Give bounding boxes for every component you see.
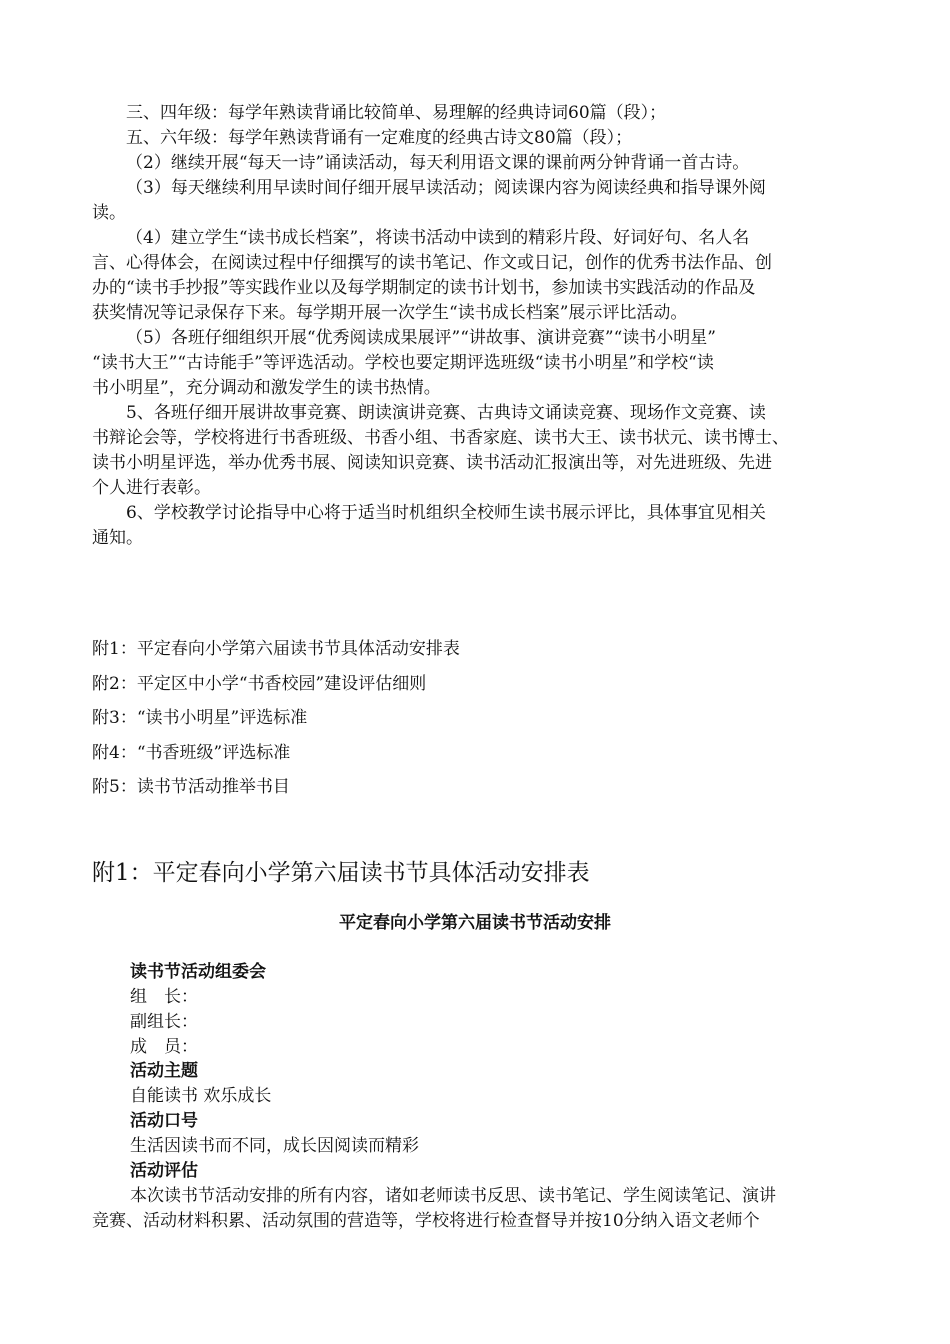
committee-members: 成 员： bbox=[130, 1037, 198, 1057]
intro-text bbox=[92, 101, 864, 551]
paragraph-line: （2）继续开展“每天一诗”诵读活动，每天利用语文课的课前两分钟背诵一首古诗。 bbox=[126, 153, 750, 173]
paragraph-line: 6、学校教学讨论指导中心将于适当时机组织全校师生读书展示评比，具体事宜见相关 bbox=[126, 503, 766, 523]
paragraph-line: （5）各班仔细组织开展“优秀阅读成果展评”“讲故事、演讲竞赛”“读书小明星” bbox=[126, 328, 716, 348]
paragraph-line: 五、六年级：每学年熟读背诵有一定难度的经典古诗文80篇（段）； bbox=[126, 128, 633, 148]
attachment-item: 附5：读书节活动推举书目 bbox=[92, 777, 290, 797]
paragraph-line: 读。 bbox=[92, 203, 126, 223]
attachment-item: 附1：平定春向小学第六届读书节具体活动安排表 bbox=[92, 639, 460, 659]
theme-text: 自能读书 欢乐成长 bbox=[130, 1086, 272, 1106]
committee-heading: 读书节活动组委会 bbox=[130, 962, 266, 982]
slogan-text: 生活因读书而不同，成长因阅读而精彩 bbox=[130, 1136, 419, 1156]
paragraph-line: （3）每天继续利用早读时间仔细开展早读活动；阅读课内容为阅读经典和指导课外阅 bbox=[126, 178, 766, 198]
paragraph-line: 5、各班仔细开展讲故事竞赛、朗读演讲竞赛、古典诗文诵读竞赛、现场作文竞赛、读 bbox=[126, 403, 766, 423]
paragraph-line: “读书大王”“古诗能手”等评选活动。学校也要定期评选班级“读书小明星”和学校“读 bbox=[92, 353, 714, 373]
paragraph-line: 言、心得体会，在阅读过程中仔细撰写的读书笔记、作文或日记，创作的优秀书法作品、创 bbox=[92, 253, 772, 273]
table-title: 平定春向小学第六届读书节活动安排 bbox=[339, 913, 611, 933]
attachment-item: 附4：“书香班级”评选标准 bbox=[92, 743, 291, 763]
attachment-item: 附2：平定区中小学“书香校园”建设评估细则 bbox=[92, 674, 427, 694]
paragraph-line: 书辩论会等，学校将进行书香班级、书香小组、书香家庭、读书大王、读书状元、读书博士、 bbox=[92, 428, 789, 448]
evaluation-heading: 活动评估 bbox=[130, 1161, 198, 1181]
attachment-item: 附3：“读书小明星”评选标准 bbox=[92, 708, 308, 728]
paragraph-line: 通知。 bbox=[92, 528, 143, 548]
evaluation-line: 本次读书节活动安排的所有内容，诸如老师读书反思、读书笔记、学生阅读笔记、演讲 bbox=[130, 1186, 776, 1206]
paragraph-line: 获奖情况等记录保存下来。每学期开展一次学生“读书成长档案”展示评比活动。 bbox=[92, 303, 688, 323]
slogan-heading: 活动口号 bbox=[130, 1111, 198, 1131]
paragraph-line: 读书小明星评选，举办优秀书展、阅读知识竞赛、读书活动汇报演出等，对先进班级、先进 bbox=[92, 453, 772, 473]
paragraph-line: 个人进行表彰。 bbox=[92, 478, 211, 498]
section-title: 附1：平定春向小学第六届读书节具体活动安排表 bbox=[92, 860, 590, 886]
paragraph-line: （4）建立学生“读书成长档案”，将读书活动中读到的精彩片段、好词好句、名人名 bbox=[126, 228, 750, 248]
committee-leader: 组 长： bbox=[130, 987, 198, 1007]
theme-heading: 活动主题 bbox=[130, 1061, 198, 1081]
committee-vice-leader: 副组长： bbox=[130, 1012, 198, 1032]
paragraph-line: 三、四年级：每学年熟读背诵比较简单、易理解的经典诗词60篇（段）； bbox=[126, 103, 667, 123]
paragraph-line: 办的“读书手抄报”等实践作业以及每学期制定的读书计划书，参加读书实践活动的作品及 bbox=[92, 278, 756, 298]
evaluation-line: 竞赛、活动材料积累、活动氛围的营造等，学校将进行检查督导并按10分纳入语文老师个 bbox=[92, 1211, 760, 1231]
paragraph-line: 书小明星”，充分调动和激发学生的读书热情。 bbox=[92, 378, 441, 398]
